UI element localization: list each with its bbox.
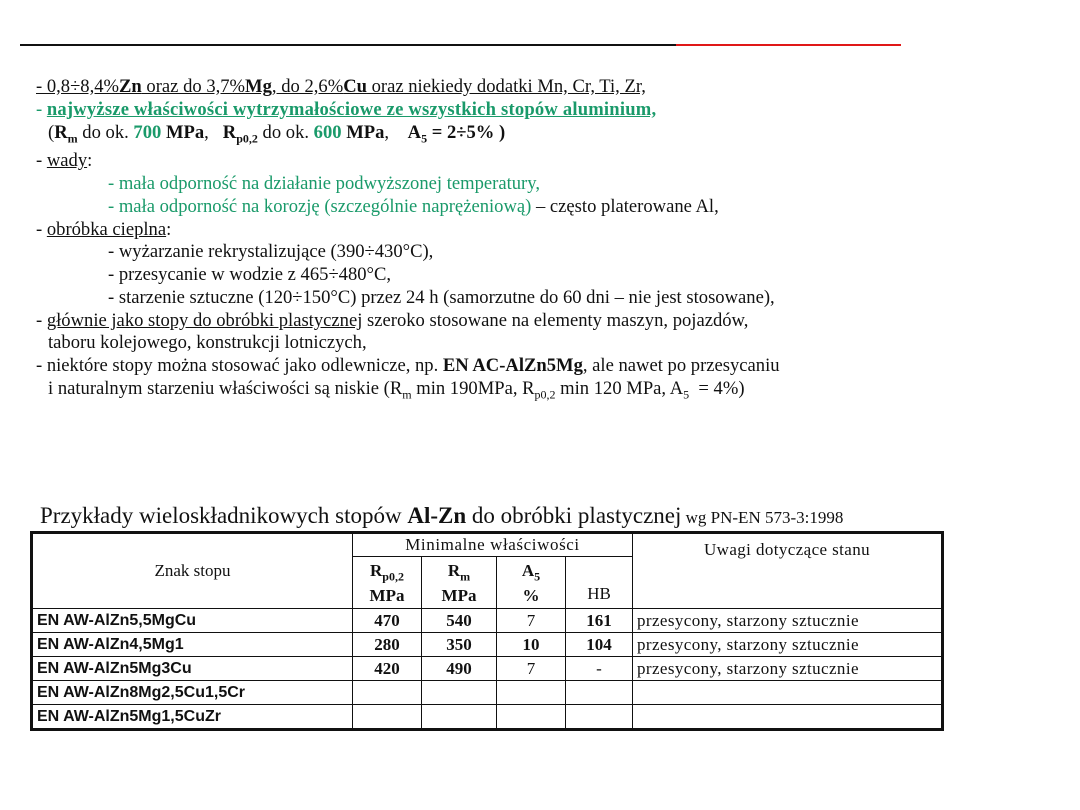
cell-alloy: EN AW-AlZn5,5MgCu [32, 609, 353, 633]
line-heat-treatment: - obróbka cieplna: [36, 218, 172, 240]
cell-alloy: EN AW-AlZn5Mg1,5CuZr [32, 705, 353, 730]
cell-alloy: EN AW-AlZn8Mg2,5Cu1,5Cr [32, 681, 353, 705]
cell-rp02: 280 [353, 633, 422, 657]
cell-rm [422, 681, 497, 705]
line-annealing: - wyżarzanie rekrystalizujące (390÷430°C), [108, 241, 434, 263]
line-natural-ageing: i naturalnym starzeniu właściwości są niskie ($R_m$ min 190MPa, $R_{p0,2}$ min 120 MPa, $A_5 = 4\%$) [48, 378, 745, 402]
cell-a5: 10 [497, 633, 566, 657]
line-casting: - niektóre stopy można stosować jako odlewnicze, np. EN AC-AlZn5Mg, ale nawet po przesycaniu [36, 355, 780, 377]
header-a5: $A_5$ % [497, 557, 566, 609]
cell-alloy: EN AW-AlZn5Mg3Cu [32, 657, 353, 681]
line-highest-strength: - najwyższe właściwości wytrzymałościowe ze wszystkich stopów aluminium, [36, 98, 657, 120]
line-rolling-stock: taboru kolejowego, konstrukcji lotniczych, [48, 332, 367, 354]
header-rm: $R_m$ MPa [422, 557, 497, 609]
cell-note: przesycony, starzony sztucznie [633, 633, 943, 657]
cell-rp02: 470 [353, 609, 422, 633]
alloys-table [30, 531, 944, 731]
cell-rm: 490 [422, 657, 497, 681]
cell-note [633, 705, 943, 730]
cell-rm [422, 705, 497, 730]
cell-rp02 [353, 705, 422, 730]
cell-rm: 540 [422, 609, 497, 633]
header-hb: HB [566, 557, 633, 609]
cell-a5: 7 [497, 609, 566, 633]
line-ageing: - starzenie sztuczne (120÷150°C) przez 24 h (samorzutne do 60 dni – nie jest stosowane), [108, 286, 775, 308]
header-condition-notes: Uwagi dotyczące stanu [633, 533, 943, 609]
header-rp02: $R_{p0,2}$ MPa [353, 557, 422, 609]
cell-a5 [497, 681, 566, 705]
table-row [32, 609, 943, 633]
cell-rp02 [353, 681, 422, 705]
cell-rm: 350 [422, 633, 497, 657]
header-min-properties: Minimalne właściwości [353, 533, 633, 557]
cell-rp02: 420 [353, 657, 422, 681]
cell-a5: 7 [497, 657, 566, 681]
line-temperature: - mała odporność na działanie podwyższonej temperatury, [108, 172, 540, 194]
cell-hb: 104 [566, 633, 633, 657]
table-caption: Przykłady wieloskładnikowych stopów Al-Zn do obróbki plastycznej wg PN-EN 573-3:1998 [40, 503, 844, 528]
line-disadvantages: - wady: [36, 150, 93, 172]
line-plastic-working: - głównie jako stopy do obróbki plastycznej szeroko stosowane na elementy maszyn, pojazdów, [36, 309, 749, 331]
cell-note [633, 681, 943, 705]
cell-hb [566, 705, 633, 730]
header-rule-black [20, 44, 676, 46]
table-row [32, 681, 943, 705]
cell-hb [566, 681, 633, 705]
cell-hb: 161 [566, 609, 633, 633]
line-solution: - przesycanie w wodzie z 465÷480°C, [108, 264, 392, 286]
header-alloy-designation: Znak stopu [32, 533, 353, 609]
line-composition: - 0,8÷8,4%Zn oraz do 3,7%Mg, do 2,6%Cu oraz niekiedy dodatki Mn, Cr, Ti, Zr, [36, 76, 646, 97]
cell-note: przesycony, starzony sztucznie [633, 609, 943, 633]
table-header-row [32, 533, 943, 557]
table-row [32, 705, 943, 730]
table-row [32, 633, 943, 657]
cell-note: przesycony, starzony sztucznie [633, 657, 943, 681]
cell-alloy: EN AW-AlZn4,5Mg1 [32, 633, 353, 657]
cell-a5 [497, 705, 566, 730]
content-body [36, 76, 1066, 407]
line-corrosion: - mała odporność na korozję (szczególnie naprężeniową) – często platerowane Al, [108, 195, 719, 217]
cell-hb: - [566, 657, 633, 681]
line-strength-values: ($R_m$ do ok. 700 MPa, $R_{p0,2}$ do ok. 600 MPa, $A_5 = 2\div 5\%$ ) [48, 121, 506, 146]
table-row [32, 657, 943, 681]
header-rule-red [676, 44, 901, 46]
